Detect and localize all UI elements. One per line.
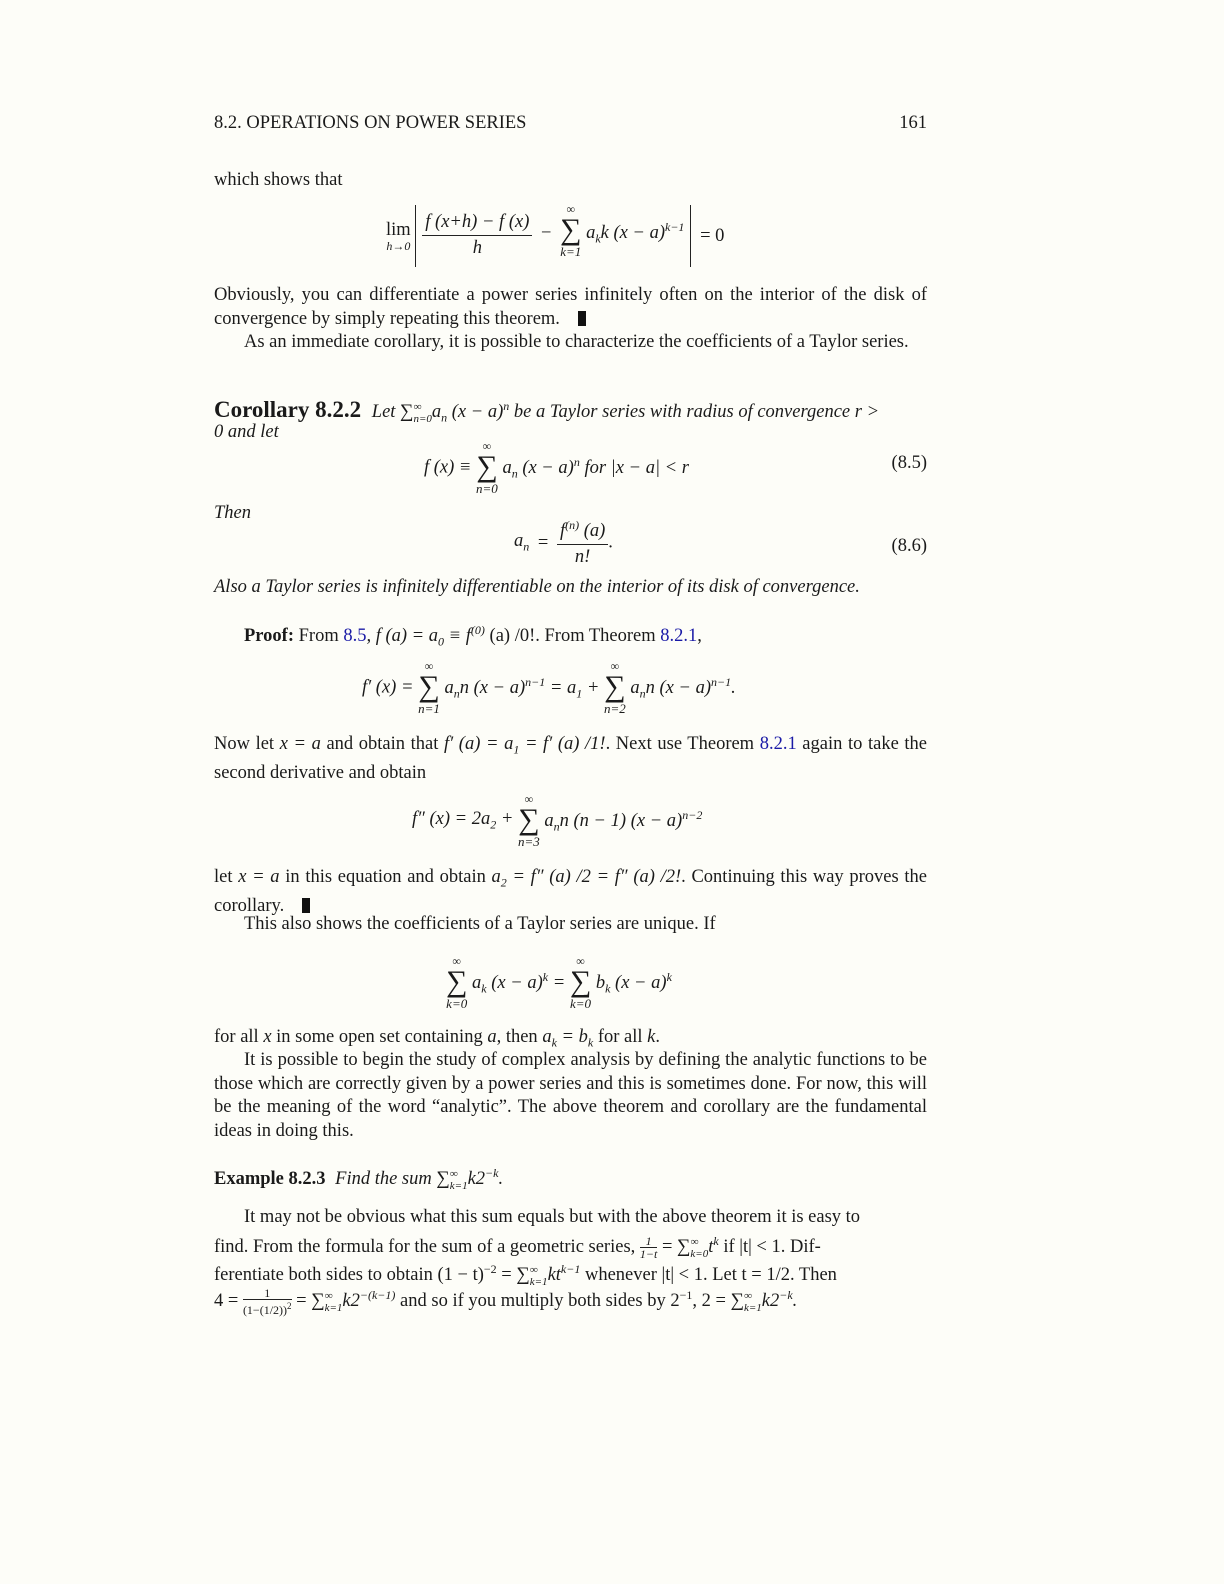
running-header-section: 8.2. OPERATIONS ON POWER SERIES <box>214 113 527 133</box>
absolute-value-bars: $\frac{f (x+h) - f (x)}{h}$ − ∞ ∑ k=1 $a_kk$ $(x - a)^{k-1}$ <box>415 205 691 267</box>
equation-8-6: $a_n$ = $\frac{f^{(n)} (a)}{n!}$ . <box>514 518 613 568</box>
qed-symbol <box>302 898 310 913</box>
summation-symbol: ∞ ∑ n=2 <box>603 659 626 716</box>
summation-symbol: ∞ ∑ n=3 <box>517 792 540 849</box>
paragraph-unique: This also shows the coefficients of a Taylor series are unique. If <box>244 914 716 934</box>
summation-symbol: ∞ ∑ k=0 <box>446 954 468 1011</box>
fraction: $\frac{f^{(n)} (a)}{n!}$ <box>557 518 608 568</box>
equation-number-8-5: (8.5) <box>891 453 927 473</box>
equation-limit: lim h→0 $\frac{f (x+h) - f (x)}{h}$ − ∞ ∑ k=1 $a_kk$ $(x - a)^{k-1} = 0$ <box>386 205 724 267</box>
summation-symbol: ∞ ∑ k=1 <box>560 202 582 259</box>
example-label: Example 8.2.3 <box>214 1169 326 1190</box>
summation-symbol: ∞ ∑ n=1 <box>418 659 440 716</box>
paragraph-corollary-intro: As an immediate corollary, it is possible to characterize the coefficients of a Taylor series. <box>244 332 909 352</box>
paragraph-for-all: for all x in some open set containing a, then $a_k = b_k$ for all k. <box>214 1027 660 1050</box>
summation-symbol: ∞ ∑ k=0 <box>569 954 592 1011</box>
equation-link-8-5[interactable]: 8.5 <box>343 626 367 647</box>
example-line-3: ferentiate both sides to obtain $(1 - t)^{-2} = \sum^\infty_{k=1}kt^{k-1}$ whenever |t| < 1. Let t = 1/2. Then <box>214 1262 837 1288</box>
example-line-2: find. From the formula for the sum of a geometric series, $\frac{1}{1-t}$ = $\sum^\infty_{k=0}t^k$ if |t| < 1. Dif- <box>214 1234 821 1262</box>
theorem-link-8-2-1[interactable]: 8.2.1 <box>759 734 797 754</box>
limit-operator: lim h→0 <box>386 220 411 253</box>
proof-label: Proof: <box>244 626 294 647</box>
corollary-then: Then <box>214 503 251 523</box>
corollary-also: Also a Taylor series is infinitely differentiable on the interior of its disk of convergence. <box>214 577 860 597</box>
qed-symbol <box>578 311 586 326</box>
equation-number-8-6: (8.6) <box>891 536 927 556</box>
inline-series: $\sum^\infty_{n=0}a_n$ $(x - a)^n$ <box>400 399 510 425</box>
example-statement: Example 8.2.3 Find the sum $\sum^\infty_{k=1}k2^{-k}$. <box>214 1166 504 1192</box>
paragraph-analytic: It is possible to begin the study of complex analysis by defining the analytic functions to be those which are correctly given by a power series and this is sometimes done. For now, this will be the meaning of the word “analytic”. The above theorem and corollary are the fundamental ideas in doing this. <box>214 1050 927 1141</box>
page-number: 161 <box>899 113 927 133</box>
equation-8-5: f (x) ≡ ∞ ∑ n=0 $a_n$ $(x - a)^n$ for |x − a| < r <box>424 439 689 496</box>
difference-quotient: $\frac{f (x+h) - f (x)}{h}$ <box>422 212 532 259</box>
corollary-label: Corollary 8.2.2 <box>214 397 362 423</box>
paragraph-now-let: Now let x = a and obtain that f′ $(a) = a_1 = f'$ (a) /1!. Next use Theorem 8.2.1 again to take the second derivative and obtain <box>214 734 927 784</box>
paragraph-let-x: let x = a in this equation and obtain $a_2 = f''$ (a) /2 = f″ (a) /2!. Continuing this way proves the corollary. <box>214 867 927 917</box>
paragraph-obviously: Obviously, you can differentiate a power series infinitely often on the interior of the disk of convergence by simply repeating this theorem. <box>214 285 927 329</box>
equation-first-derivative: f′ (x) = ∞ ∑ n=1 $a_nn$ $(x - a)^{n-1} = a_1$ + ∞ ∑ n=2 $a_nn$ $(x - a)^{n-1}$. <box>362 659 736 716</box>
theorem-link-8-2-1[interactable]: 8.2.1 <box>660 626 698 647</box>
summation-symbol: ∞ ∑ n=0 <box>476 439 498 496</box>
corollary-statement: Corollary 8.2.2 Let $\sum^\infty_{n=0}a_n$ $(x - a)^n$ be a Taylor series with radius of convergence r > <box>214 397 880 425</box>
example-line-1: It may not be obvious what this sum equals but with the above theorem it is easy to <box>244 1207 861 1227</box>
example-line-4: 4 = $\frac{1}{(1-(1/2))^2}$ = $\sum^\infty_{k=1}k2^{-(k-1)}$ and so if you multiply both sides by $2^{-1}$, $2 = \sum^\infty_{k=1}k2^{-k}$. <box>214 1286 798 1318</box>
equation-uniqueness: ∞ ∑ k=0 $a_k$ $(x - a)^k$ = ∞ ∑ k=0 $b_k$ $(x - a)^k$ <box>446 954 672 1011</box>
equation-second-derivative: f″ $(x) = 2a_2$ + ∞ ∑ n=3 $a_nn$ (n − 1) $(x - a)^{n-2}$ <box>412 792 703 849</box>
proof-line: Proof: From 8.5, f $(a) = a_0 \equiv f^{(0)}$ (a) /0!. From Theorem 8.2.1, <box>244 623 702 649</box>
corollary-line2: 0 and let <box>214 422 279 442</box>
paragraph-which-shows: which shows that <box>214 170 343 190</box>
